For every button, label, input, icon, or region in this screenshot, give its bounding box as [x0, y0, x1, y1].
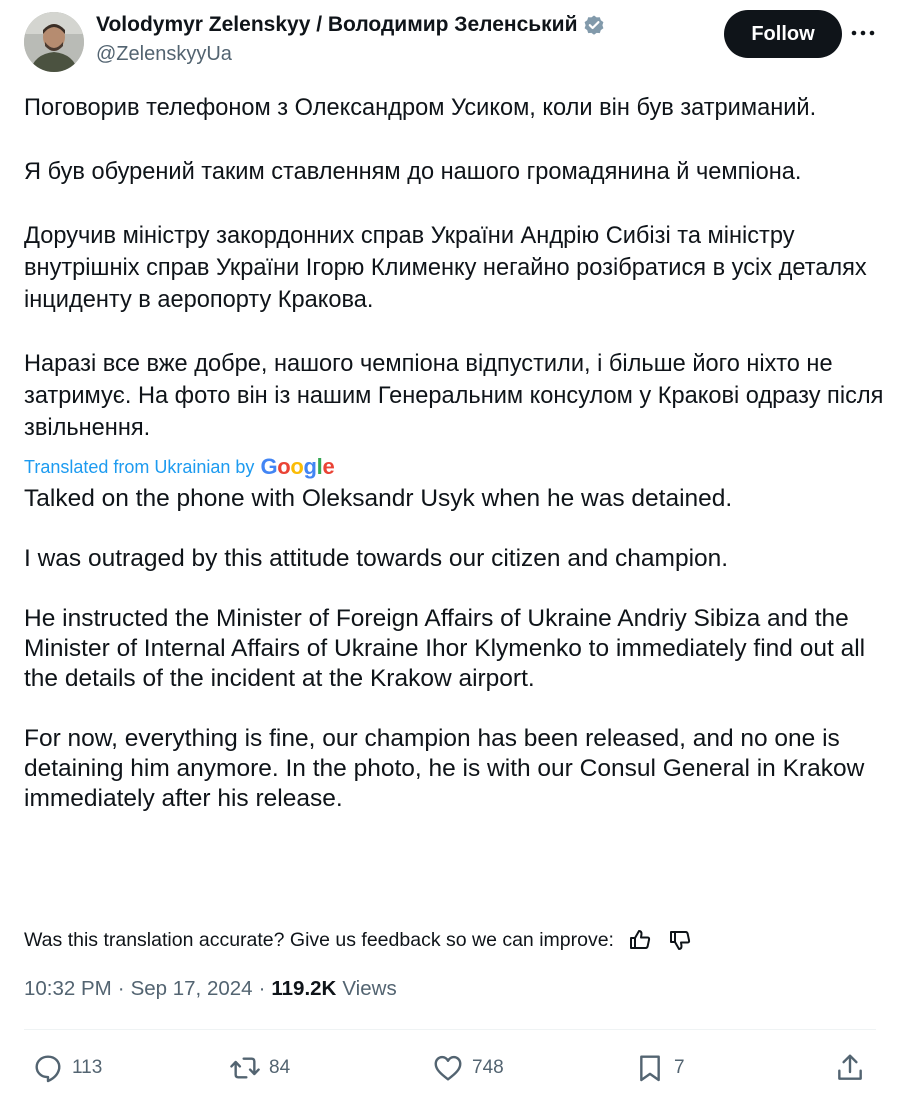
google-logo: [260, 454, 334, 480]
google-logo-letter: e: [322, 454, 335, 479]
thumbs-down-icon[interactable]: [666, 926, 694, 954]
reply-icon: [32, 1052, 64, 1084]
views-label: Views: [342, 977, 397, 1000]
verified-badge-icon[interactable]: [582, 13, 606, 37]
tweet-paragraph-uk: Я був обурений таким ставленням до нашого громадянина й чемпіона.: [24, 159, 802, 185]
feedback-question: Was this translation accurate? Give us feedback so we can improve:: [24, 928, 614, 951]
meta-separator: ·: [117, 977, 125, 1000]
author-handle[interactable]: @ZelenskyyUa: [96, 43, 232, 65]
google-logo-letter: o: [290, 454, 304, 479]
google-logo-letter: o: [277, 454, 291, 479]
heart-icon: [432, 1052, 464, 1084]
translation-attribution[interactable]: [24, 454, 884, 480]
tweet-meta: [24, 977, 397, 1001]
views-count: 119.2K: [271, 977, 337, 1000]
like-button[interactable]: [432, 1046, 504, 1090]
like-count: 748: [472, 1057, 504, 1078]
bookmark-button[interactable]: [634, 1046, 685, 1090]
tweet-paragraph-en: I was outraged by this attitude towards our citizen and champion.: [24, 545, 729, 572]
tweet-paragraph-en: He instructed the Minister of Foreign Affairs of Ukraine Andriy Sibiza and the Minister of Internal Affairs of Ukraine Ihor Klymenko to immediately find out all the details of the incident at the Krakow airport.: [24, 605, 866, 692]
repost-count: 84: [269, 1057, 291, 1078]
tweet-date[interactable]: Sep 17, 2024: [130, 977, 253, 1000]
translated-label: Translated from Ukrainian by: [24, 457, 255, 477]
share-button[interactable]: [834, 1046, 866, 1090]
tweet-paragraph-en: For now, everything is fine, our champion has been released, and no one is detaining him anymore. In the photo, he is with our Consul General in Krakow immediately after his release.: [24, 725, 865, 812]
tweet-time[interactable]: 10:32 PM: [24, 977, 112, 1000]
tweet-paragraph-en: Talked on the phone with Oleksandr Usyk when he was detained.: [24, 485, 733, 512]
avatar[interactable]: [24, 12, 84, 72]
author-info: [96, 12, 606, 68]
repost-button[interactable]: [229, 1046, 290, 1090]
author-name-text: Volodymyr Zelenskyy / Володимир Зеленський: [96, 13, 578, 36]
translation-feedback: [24, 926, 694, 954]
repost-icon: [229, 1052, 261, 1084]
meta-separator: ·: [258, 977, 266, 1000]
thumbs-up-icon[interactable]: [626, 926, 654, 954]
tweet-paragraph-uk: Наразі все вже добре, нашого чемпіона відпустили, і більше його ніхто не затримує. На фото він із нашим Генеральним консулом у Кракові одразу після звільнення.: [24, 351, 884, 441]
follow-button[interactable]: Follow: [724, 10, 842, 58]
bookmark-icon: [634, 1052, 666, 1084]
tweet-paragraph-uk: Поговорив телефоном з Олександром Усиком, коли він був затриманий.: [24, 95, 817, 121]
reply-count: 113: [72, 1057, 103, 1078]
author-display-name[interactable]: [96, 12, 606, 38]
tweet-header: [24, 8, 876, 72]
action-bar: [24, 1046, 876, 1090]
share-icon: [834, 1052, 866, 1084]
more-icon[interactable]: [850, 20, 876, 46]
google-logo-letter: l: [316, 454, 323, 479]
google-logo-letter: g: [303, 454, 317, 479]
bookmark-count: 7: [674, 1057, 685, 1078]
google-logo-letter: G: [260, 454, 278, 479]
tweet-body: [24, 92, 884, 844]
reply-button[interactable]: [32, 1046, 102, 1090]
tweet-paragraph-uk: Доручив міністру закордонних справ України Андрію Сибізі та міністру внутрішніх справ України Ігорю Клименку негайно розібратися в усіх деталях інциденту в аеропорту Кракова.: [24, 223, 867, 313]
divider: [24, 1029, 876, 1030]
